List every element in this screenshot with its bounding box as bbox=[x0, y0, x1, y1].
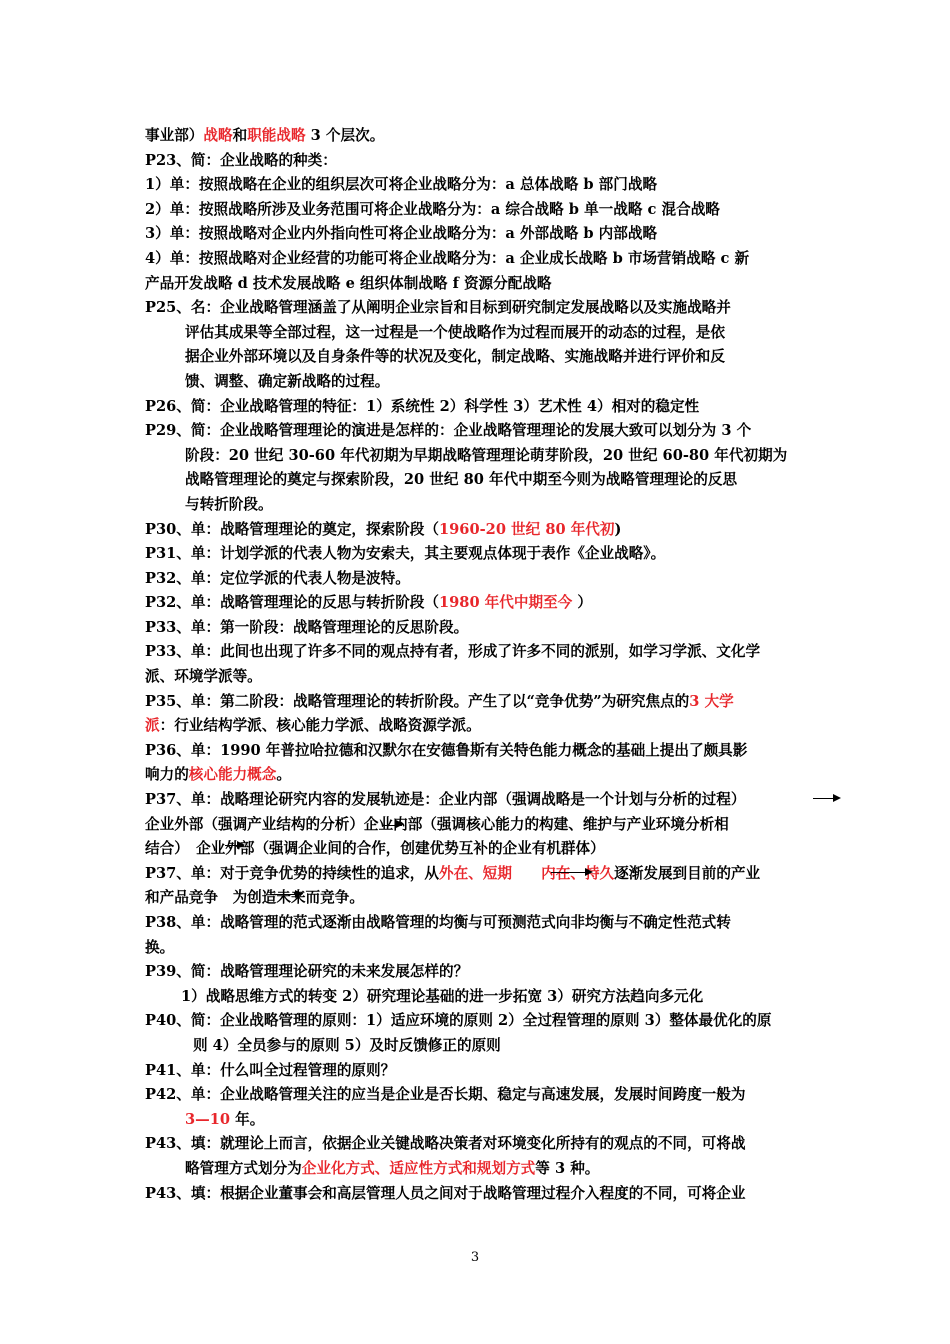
text-line: 阶段：20 世纪 30-60 年代初期为早期战略管理理论萌芽阶段，20 世纪 60-80 年代初期为 bbox=[185, 446, 788, 464]
arrow-icon bbox=[551, 872, 591, 873]
highlight-text: 战略 bbox=[203, 127, 233, 144]
text-run: 略管理方式划分为 bbox=[185, 1159, 302, 1177]
highlight-text: 外在、短期 bbox=[438, 864, 512, 882]
page-content bbox=[145, 124, 810, 1206]
text-line bbox=[145, 862, 810, 887]
text-line: P23、简：企业战略的种类： bbox=[145, 151, 337, 169]
text-line: P43、填：就理论上而言，依据企业关键战略决策者对环境变化所持有的观点的不同，可将战 bbox=[145, 1135, 746, 1153]
arrow-icon bbox=[225, 845, 243, 846]
text-run: 企业外部（强调产业结构的分析）企业内部（强调核心能力的构建、维护与产业环境分析相 bbox=[145, 815, 729, 833]
text-line bbox=[145, 1108, 810, 1133]
highlight-text: 企业化方式、适应性方式和规划方式 bbox=[301, 1159, 536, 1177]
text-run: P37、单：战略理论研究内容的发展轨迹是：企业内部（强调战略是一个计划与分析的过程） bbox=[145, 791, 746, 809]
text-run bbox=[512, 865, 541, 882]
text-line: 1）战略思维方式的转变 2）研究理论基础的进一步拓宽 3）研究方法趋向多元化 bbox=[181, 987, 704, 1005]
text-line: P41、单：什么叫全过程管理的原则？ bbox=[145, 1061, 396, 1079]
arrow-icon bbox=[271, 894, 301, 895]
text-line: P36、单：1990 年普拉哈拉德和汉默尔在安德鲁斯有关特色能力概念的基础上提出了颇具影 bbox=[145, 741, 748, 759]
text-line bbox=[145, 763, 810, 788]
text-run: P32、单：战略管理理论的反思与转折阶段（ bbox=[145, 594, 439, 612]
text-line bbox=[145, 124, 810, 149]
text-line: 则 4）全员参与的原则 5）及时反馈修正的原则 bbox=[193, 1036, 501, 1054]
text-line: P31、单：计划学派的代表人物为安索夫，其主要观点体现于表作《企业战略》。 bbox=[145, 545, 666, 563]
text-line bbox=[145, 813, 810, 838]
text-line: 换。 bbox=[145, 938, 175, 956]
text-run: 事业部） bbox=[145, 127, 204, 144]
text-line bbox=[145, 886, 810, 911]
text-line bbox=[145, 714, 810, 739]
text-run: 逐渐发展到目前的产业 bbox=[614, 864, 761, 882]
text-run: 3 个层次。 bbox=[305, 127, 385, 144]
text-line: P25、名：企业战略管理涵盖了从阐明企业宗旨和目标到研究制定发展战略以及实施战略并 bbox=[145, 299, 731, 317]
text-line: 3）单：按照战略对企业内外指向性可将企业战略分为：a 外部战略 b 内部战略 bbox=[145, 225, 658, 243]
text-run: P30、单：战略管理理论的奠定，探索阶段（ bbox=[145, 520, 439, 538]
text-line: P29、简：企业战略管理理论的演进是怎样的：企业战略管理理论的发展大致可以划分为 3 个 bbox=[145, 422, 752, 440]
highlight-text: 派 bbox=[145, 717, 160, 735]
text-run: 。 bbox=[276, 766, 291, 784]
text-run: ：行业结构学派、核心能力学派、战略资源学派。 bbox=[159, 717, 481, 735]
text-run: 和 bbox=[232, 127, 248, 144]
text-line: 4）单：按照战略对企业经营的功能可将企业战略分为：a 企业成长战略 b 市场营销战略 c 新 bbox=[145, 249, 750, 267]
text-run: 结合） 企业外部（强调企业间的合作，创建优势互补的企业有机群体） bbox=[145, 840, 605, 858]
arrow-icon bbox=[813, 798, 839, 799]
text-line: 2）单：按照战略所涉及业务范围可将企业战略分为：a 综合战略 b 单一战略 c 混合战略 bbox=[145, 200, 720, 218]
text-line: P43、填：根据企业董事会和高层管理人员之间对于战略管理过程介入程度的不同，可将企业 bbox=[145, 1184, 746, 1202]
text-line bbox=[145, 788, 810, 813]
text-run: ） bbox=[572, 594, 592, 612]
page-number: 3 bbox=[470, 1250, 480, 1265]
text-line: P38、单：战略管理的范式逐渐由战略管理的均衡与可预测范式向非均衡与不确定性范式转 bbox=[145, 914, 731, 931]
text-line bbox=[145, 690, 810, 715]
text-line: 评估其成果等全部过程，这一过程是一个使战略作为过程而展开的动态的过程，是依 bbox=[185, 323, 725, 341]
arrow-icon bbox=[382, 825, 402, 826]
text-line: 馈、调整、确定新战略的过程。 bbox=[185, 372, 390, 390]
text-line: 产品开发战略 d 技术发展战略 e 组织体制战略 f 资源分配战略 bbox=[145, 274, 552, 292]
text-run: 响力的 bbox=[145, 766, 189, 784]
highlight-text: 内在、持久 bbox=[541, 864, 615, 882]
highlight-text: 核心能力概念 bbox=[188, 766, 277, 784]
text-line: P26、简：企业战略管理的特征：1）系统性 2）科学性 3）艺术性 4）相对的稳定性 bbox=[145, 397, 700, 415]
highlight-text: 1980 年代中期至今 bbox=[438, 594, 573, 612]
highlight-text: 3 大学 bbox=[689, 692, 734, 710]
text-run: 和产品竞争 为创造未来而竞争。 bbox=[145, 889, 364, 907]
text-run: P35、单：第二阶段：战略管理理论的转折阶段。产生了以“竞争优势”为研究焦点的 bbox=[145, 692, 690, 710]
text-line: P40、简：企业战略管理的原则：1）适应环境的原则 2）全过程管理的原则 3）整体最优化的原 bbox=[145, 1012, 772, 1030]
text-line: P39、简：战略管理理论研究的未来发展怎样的？ bbox=[145, 963, 469, 981]
text-line bbox=[145, 591, 810, 616]
text-line: P32、单：定位学派的代表人物是波特。 bbox=[145, 569, 410, 587]
text-line: 战略管理理论的奠定与探索阶段，20 世纪 80 年代中期至今则为战略管理理论的反思 bbox=[185, 471, 738, 489]
text-run: ) bbox=[614, 520, 622, 538]
text-line: 据企业外部环境以及自身条件等的状况及变化，制定战略、实施战略并进行评价和反 bbox=[185, 348, 725, 366]
text-line bbox=[145, 518, 810, 543]
text-line bbox=[145, 837, 810, 862]
text-line: P42、单：企业战略管理关注的应当是企业是否长期、稳定与高速发展，发展时间跨度一般为 bbox=[145, 1086, 746, 1104]
text-line bbox=[145, 1157, 810, 1182]
text-run: 等 3 种。 bbox=[535, 1159, 600, 1177]
text-line: 派、环境学派等。 bbox=[145, 668, 262, 686]
highlight-text: 1960-20 世纪 80 年代初 bbox=[438, 520, 615, 538]
text-line: 与转折阶段。 bbox=[185, 495, 273, 513]
text-run: P37、单：对于竞争优势的持续性的追求，从 bbox=[145, 864, 439, 882]
highlight-text: 职能战略 bbox=[247, 127, 306, 144]
text-line: P33、单：此间也出现了许多不同的观点持有者，形成了许多不同的派别，如学习学派、文化学 bbox=[145, 643, 761, 661]
text-line: P33、单：第一阶段：战略管理理论的反思阶段。 bbox=[145, 618, 469, 636]
text-run: 年。 bbox=[230, 1110, 265, 1128]
highlight-text: 3—10 bbox=[185, 1110, 231, 1128]
text-line: 1）单：按照战略在企业的组织层次可将企业战略分为：a 总体战略 b 部门战略 bbox=[145, 176, 658, 194]
